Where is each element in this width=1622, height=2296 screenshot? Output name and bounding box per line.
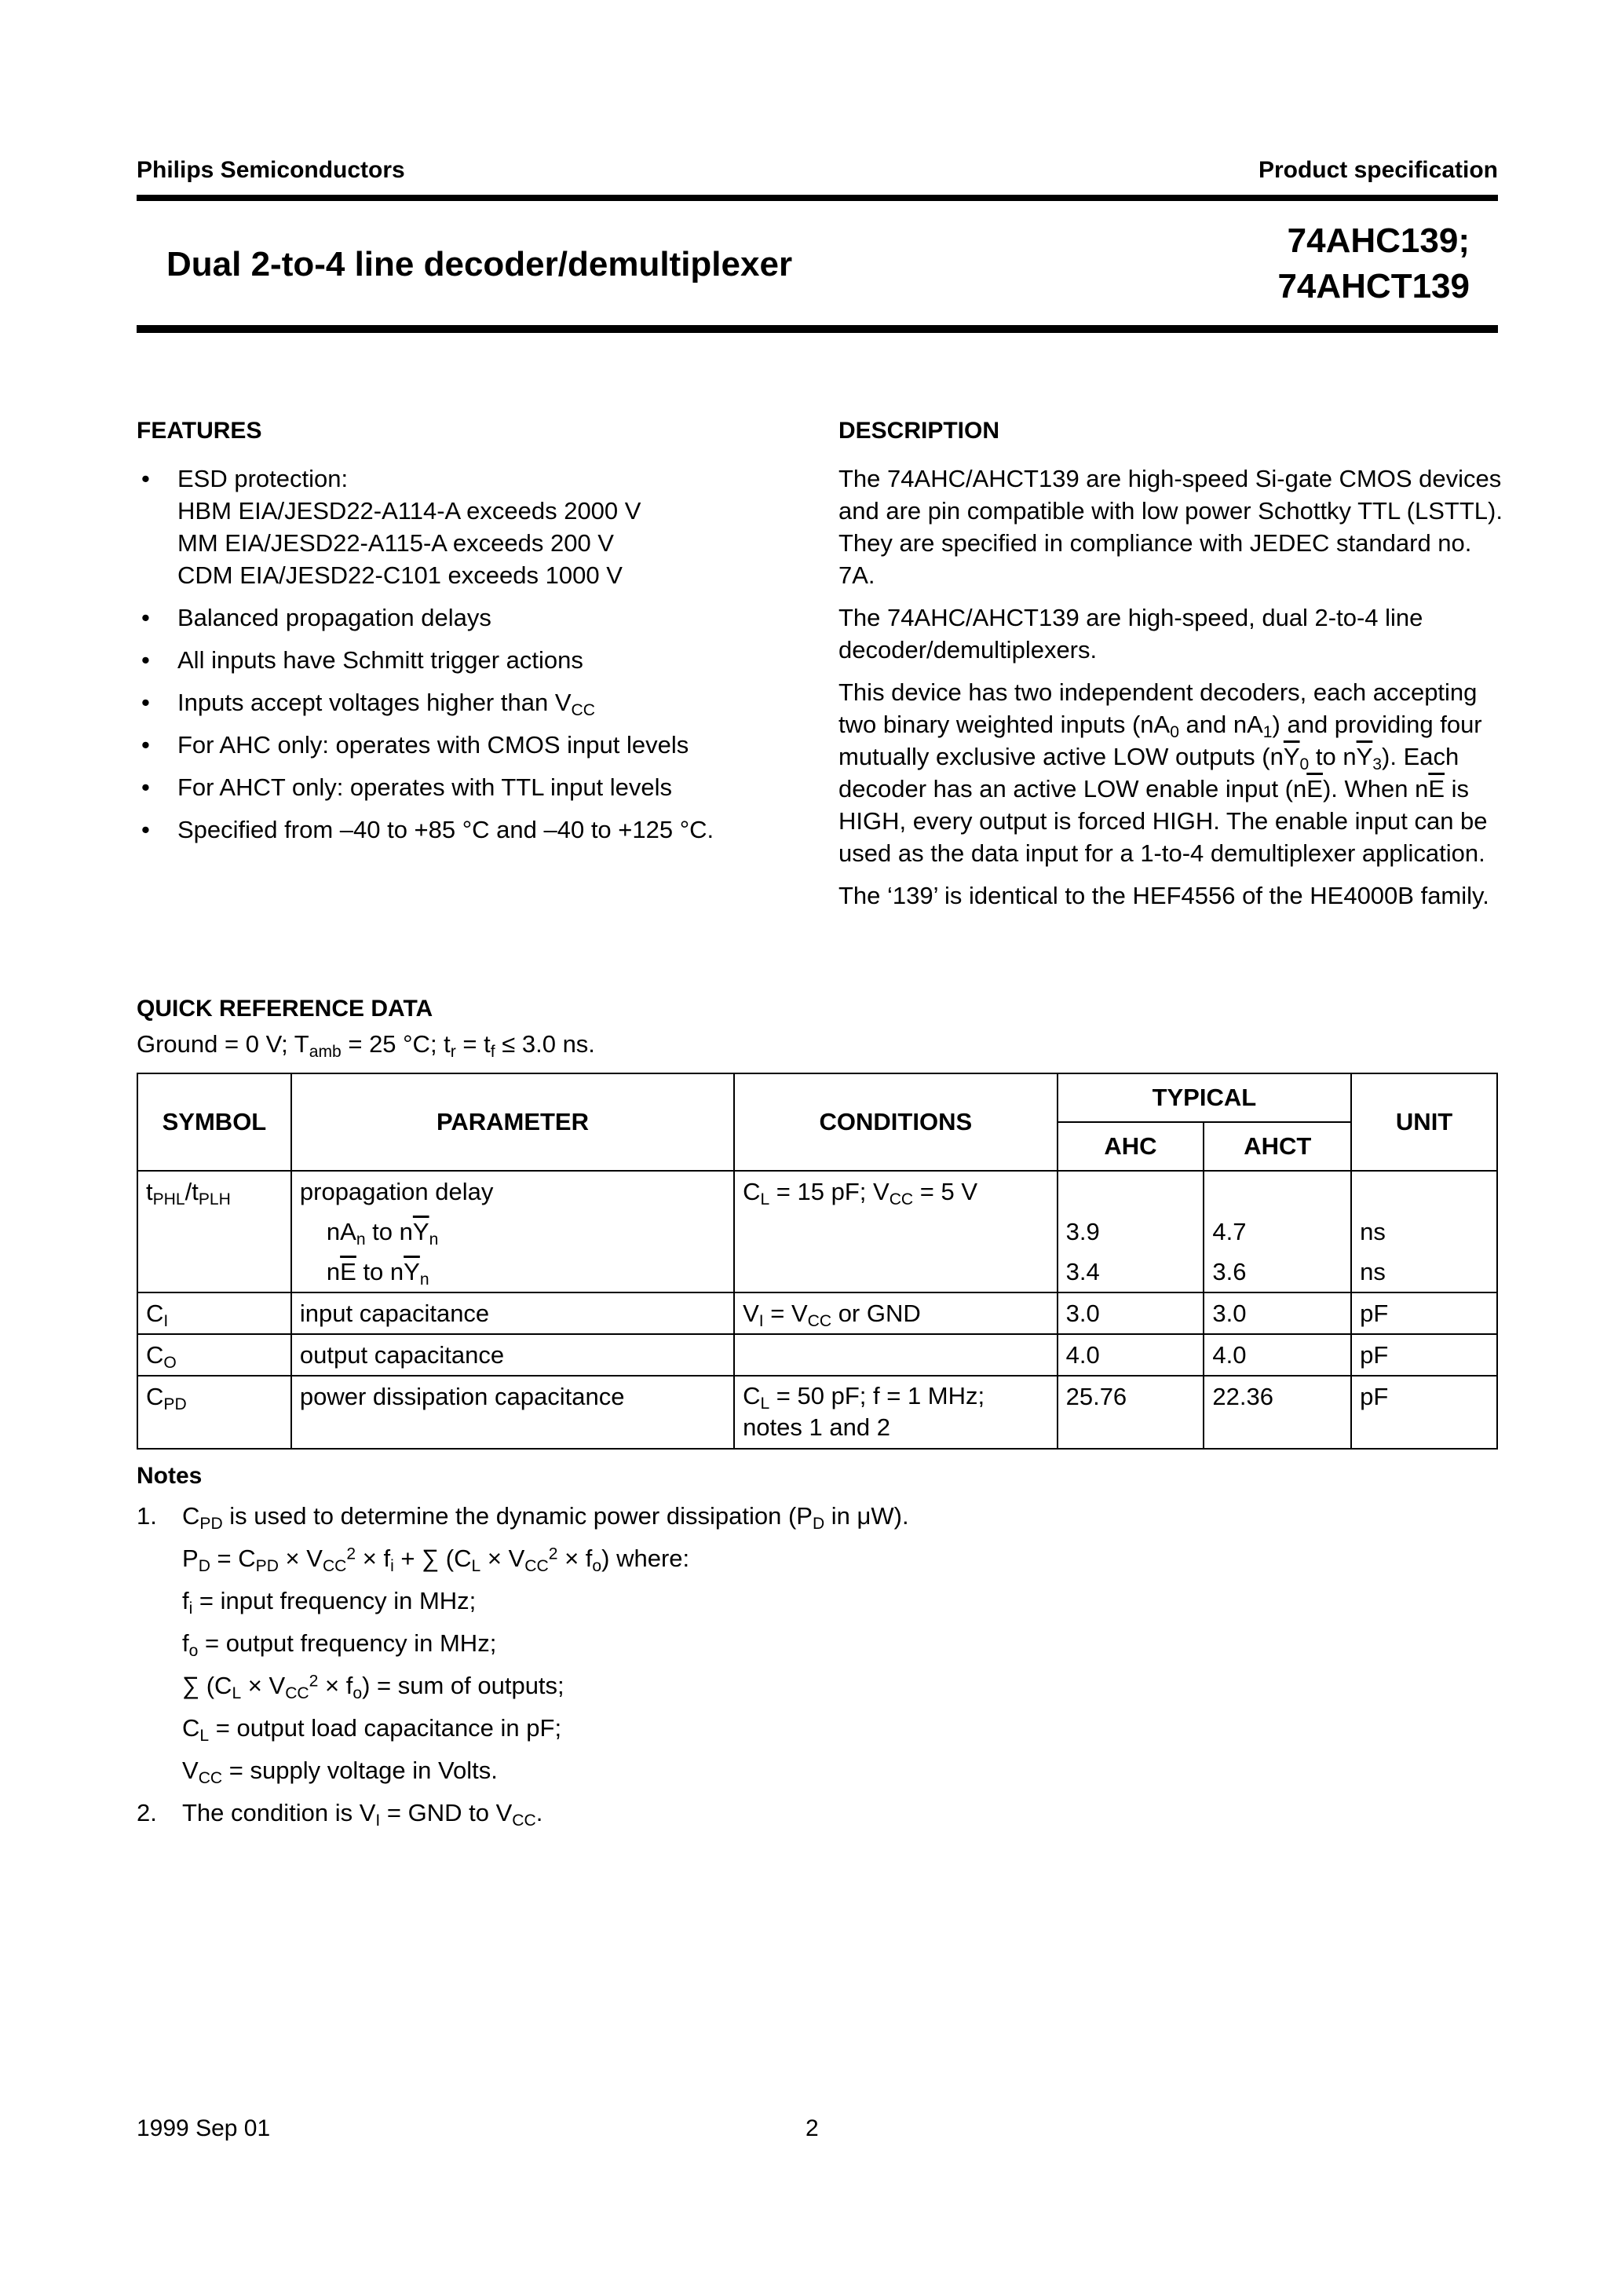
cell-conditions: [734, 1334, 1058, 1376]
header-rule-bottom: [137, 325, 1498, 333]
feature-item: [137, 729, 827, 761]
feature-text: Specified from –40 to +85 °C and –40 to +125 °C.: [177, 816, 714, 843]
part-number: [1277, 218, 1470, 309]
description-section: [838, 415, 1506, 922]
cell-ahct: 4.0: [1204, 1334, 1351, 1376]
feature-esd-label: ESD protection:: [177, 465, 349, 492]
feature-esd-line: MM EIA/JESD22-A115-A exceeds 200 V: [177, 529, 614, 557]
cell-conditions: $C_L = 50$ pF; f = 1 MHz; notes 1 and 2: [734, 1376, 1058, 1449]
note-fo: $f_o$ = output frequency in MHz;: [182, 1629, 497, 1660]
table-row: [137, 1292, 1497, 1334]
table-row: [137, 1376, 1497, 1449]
description-heading: DESCRIPTION: [838, 418, 1000, 444]
subscript: CC: [571, 700, 595, 719]
cell-symbol: $C_O$: [137, 1334, 291, 1376]
description-paragraph: This device has two independent decoders, each accepting two binary weighted inputs ($nA_0$ and $nA_1$) and providing four mutually exclusive active LOW outputs ($n\overline{Y}_0$ to $n\overline{Y}_3$). Each decoder has an active LOW enable input $(n\overline{E})$. When $n\overline{E}$ is HIGH, every output is forced HIGH. The enable input can be used as the data input for a 1-to-4 demultiplexer application.: [838, 678, 1488, 867]
features-section: [137, 415, 827, 856]
part-number-line2: 74AHCT139: [1277, 267, 1470, 305]
feature-item: [137, 813, 827, 846]
feature-esd-line: HBM EIA/JESD22-A114-A exceeds 2000 V: [177, 497, 641, 525]
bullet-icon: •: [141, 731, 150, 759]
cell-parameter: power dissipation capacitance: [291, 1376, 734, 1449]
cell-ahc: 4.0: [1058, 1334, 1204, 1376]
table-header-row: [137, 1073, 1497, 1122]
document-type: Product specification: [1258, 157, 1498, 183]
bullet-icon: •: [141, 604, 150, 631]
cell-ahc: 25.76: [1058, 1376, 1204, 1449]
cell-parameter: input capacitance: [291, 1292, 734, 1334]
cell-ahct: 4.7 3.6: [1204, 1171, 1351, 1292]
feature-item-esd: [137, 462, 827, 591]
feature-item: [137, 601, 827, 634]
header-parameter: PARAMETER: [291, 1073, 734, 1171]
cell-parameter: propagation delay $nA_n$ to $n\overline{Y}_n$ $n\overline{E}$ to $n\overline{Y}_n$: [291, 1171, 734, 1292]
quick-reference-heading: QUICK REFERENCE DATA: [137, 996, 433, 1022]
notes-section: [137, 1459, 1314, 1834]
note-2: 2. The condition is $V_I$ = GND to $V_{CC}$.: [137, 1799, 543, 1830]
page-number: 2: [806, 2115, 819, 2141]
note-sum: ∑ $(C_L \times V_{CC}^2 \times f_o)$ = sum of outputs;: [182, 1672, 564, 1702]
note-1: 1. $C_{PD}$ is used to determine the dynamic power dissipation ($P_D$ in μW).: [137, 1502, 909, 1533]
quick-reference-conditions: Ground = 0 V; $T_{amb} = 25$ °C; $t_r = t_f \le 3.0$ ns.: [137, 1030, 595, 1061]
cell-symbol: $t_{PHL}/t_{PLH}$: [137, 1171, 291, 1292]
cell-ahc: 3.0: [1058, 1292, 1204, 1334]
feature-text: For AHCT only: operates with TTL input levels: [177, 773, 673, 801]
table-row: [137, 1334, 1497, 1376]
notes-heading: Notes: [137, 1463, 203, 1489]
description-paragraph: The 74AHC/AHCT139 are high-speed Si-gate CMOS devices and are pin compatible with low power Schottky TTL (LSTTL). They are specified in compliance with JEDEC standard no. 7A.: [838, 465, 1503, 589]
feature-text: Inputs accept voltages higher than V: [177, 689, 572, 716]
cell-parameter: output capacitance: [291, 1334, 734, 1376]
note-fi: $f_i$ = input frequency in MHz;: [182, 1587, 477, 1618]
quick-reference-section: [137, 993, 595, 1060]
part-number-line1: 74AHC139;: [1287, 221, 1470, 260]
note-vcc: $V_{CC}$ = supply voltage in Volts.: [182, 1757, 498, 1787]
cell-symbol: $C_I$: [137, 1292, 291, 1334]
description-paragraph: The ‘139’ is identical to the HEF4556 of the HE4000B family.: [838, 882, 1489, 909]
note-cl: $C_L$ = output load capacitance in pF;: [182, 1714, 562, 1745]
cell-unit: ns ns: [1351, 1171, 1497, 1292]
table-row: [137, 1171, 1497, 1292]
cell-ahct: 3.0: [1204, 1292, 1351, 1334]
header-conditions: CONDITIONS: [734, 1073, 1058, 1171]
cell-unit: pF: [1351, 1292, 1497, 1334]
footer-date: 1999 Sep 01: [137, 2115, 271, 2141]
feature-text: For AHC only: operates with CMOS input levels: [177, 731, 689, 759]
header-symbol: SYMBOL: [137, 1073, 291, 1171]
bullet-icon: •: [141, 465, 150, 492]
feature-item: [137, 771, 827, 803]
feature-text: All inputs have Schmitt trigger actions: [177, 646, 583, 674]
bullet-icon: •: [141, 816, 150, 843]
feature-esd-line: CDM EIA/JESD22-C101 exceeds 1000 V: [177, 561, 623, 589]
features-heading: FEATURES: [137, 418, 262, 444]
header-ahct: AHCT: [1204, 1122, 1351, 1171]
document-title: Dual 2-to-4 line decoder/demultiplexer: [166, 245, 793, 283]
cell-conditions: $C_L = 15$ pF; $V_{CC} = 5$ V: [734, 1171, 1058, 1292]
cell-ahc: 3.9 3.4: [1058, 1171, 1204, 1292]
feature-item: [137, 644, 827, 676]
feature-text: Balanced propagation delays: [177, 604, 491, 631]
description-paragraph: The 74AHC/AHCT139 are high-speed, dual 2-to-4 line decoder/demultiplexers.: [838, 604, 1423, 664]
cell-unit: pF: [1351, 1334, 1497, 1376]
feature-item: [137, 686, 827, 718]
cell-unit: pF: [1351, 1376, 1497, 1449]
bullet-icon: •: [141, 646, 150, 674]
header-rule-top: [137, 195, 1498, 201]
note-formula: $P_D = C_{PD} \times V_{CC}^2 \times f_i$ + ∑ $(C_L \times V_{CC}^2 \times f_o)$ where:: [182, 1545, 690, 1575]
bullet-icon: •: [141, 689, 150, 716]
cell-ahct: 22.36: [1204, 1376, 1351, 1449]
bullet-icon: •: [141, 773, 150, 801]
quick-reference-table: [137, 1073, 1498, 1450]
header-ahc: AHC: [1058, 1122, 1204, 1171]
cell-symbol: $C_{PD}$: [137, 1376, 291, 1449]
header-unit: UNIT: [1351, 1073, 1497, 1171]
company-name: Philips Semiconductors: [137, 157, 405, 183]
header-typical: TYPICAL: [1058, 1073, 1352, 1122]
cell-conditions: $V_I = V_{CC}$ or GND: [734, 1292, 1058, 1334]
